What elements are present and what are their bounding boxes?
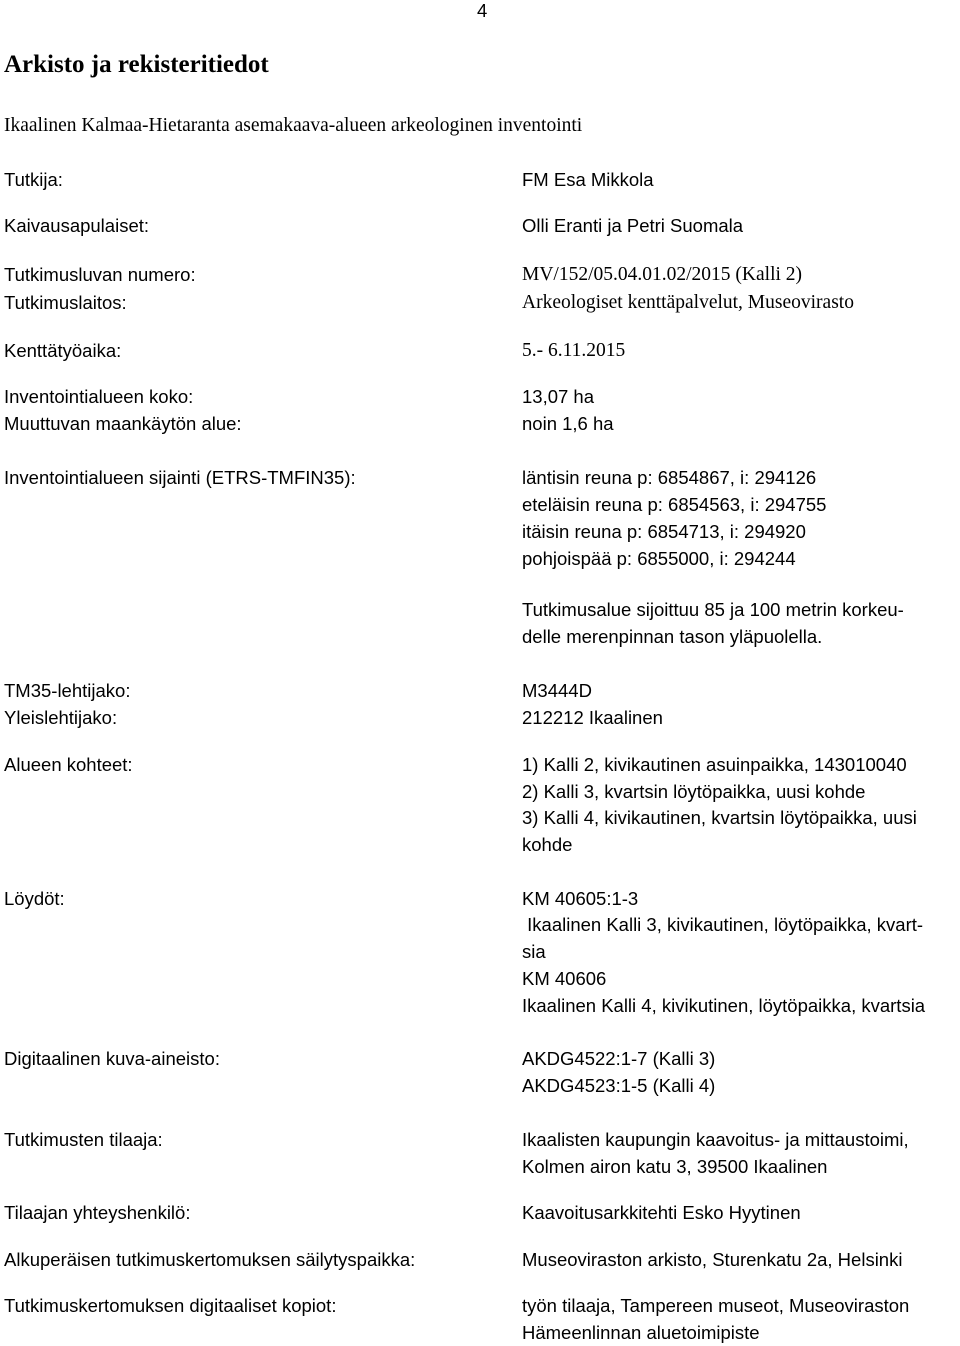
kuva-aineisto-label: Digitaalinen kuva-aineisto: — [4, 1048, 220, 1069]
loydot-line: KM 40606 — [522, 968, 607, 989]
alueen-kohteet-label: Alueen kohteet: — [4, 754, 133, 775]
kuva-aineisto-line: AKDG4523:1-5 (Kalli 4) — [522, 1075, 716, 1096]
alueen-kohteet-line: kohde — [522, 834, 573, 855]
page-heading: Arkisto ja rekisteritiedot — [4, 51, 269, 78]
alueen-kohteet-line: 3) Kalli 4, kivikautinen, kvartsin löytöpaikka, uusi — [522, 807, 917, 828]
kaivausapulaiset-value: Olli Eranti ja Petri Suomala — [522, 215, 744, 236]
digitaaliset-kopiot-line: työn tilaaja, Tampereen museot, Museoviraston — [522, 1295, 910, 1316]
tilaaja-line: Kolmen airon katu 3, 39500 Ikaalinen — [522, 1156, 828, 1177]
sijainti-line: eteläisin reuna p: 6854563, i: 294755 — [522, 494, 827, 515]
loydot-line: KM 40605:1-3 — [522, 888, 639, 909]
tutkimuslaitos-label: Tutkimuslaitos: — [4, 292, 127, 313]
korkeus-note-line: Tutkimusalue sijoittuu 85 ja 100 metrin korkeu- — [522, 599, 904, 620]
loydot-line: Ikaalinen Kalli 3, kivikautinen, löytöpaikka, kvart- — [522, 914, 924, 935]
sailytyspaikka-label: Alkuperäisen tutkimuskertomuksen säilytyspaikka: — [4, 1249, 416, 1270]
kaivausapulaiset-label: Kaivausapulaiset: — [4, 215, 150, 236]
sijainti-line: itäisin reuna p: 6854713, i: 294920 — [522, 521, 806, 542]
tilaaja-line: Ikaalisten kaupungin kaavoitus- ja mittaustoimi, — [522, 1129, 909, 1150]
inventointialueen-koko-value: 13,07 ha — [522, 386, 595, 407]
kenttatyoaika-label: Kenttätyöaika: — [4, 340, 122, 361]
tutkimuslaitos-value: Arkeologiset kenttäpalvelut, Museovirasto — [522, 292, 854, 313]
yhteyshenkilo-label: Tilaajan yhteyshenkilö: — [4, 1202, 191, 1223]
alueen-kohteet-line: 1) Kalli 2, kivikautinen asuinpaikka, 143010040 — [522, 754, 907, 775]
korkeus-note-line: delle merenpinnan tason yläpuolella. — [522, 626, 823, 647]
kenttatyoaika-value: 5.- 6.11.2015 — [522, 340, 626, 361]
loydot-line: sia — [522, 941, 546, 962]
sailytyspaikka-value: Museoviraston arkisto, Sturenkatu 2a, Helsinki — [522, 1249, 903, 1270]
document-subtitle: Ikaalinen Kalmaa-Hietaranta asemakaava-alueen arkeologinen inventointi — [4, 115, 583, 136]
yhteyshenkilo-value: Kaavoitusarkkitehti Esko Hyytinen — [522, 1202, 801, 1223]
inventointialueen-koko-label: Inventointialueen koko: — [4, 386, 194, 407]
sijainti-line: läntisin reuna p: 6854867, i: 294126 — [522, 467, 817, 488]
tilaaja-label: Tutkimusten tilaaja: — [4, 1129, 163, 1150]
tutkimusluvan-numero-value: MV/152/05.04.01.02/2015 (Kalli 2) — [522, 264, 803, 285]
sijainti-label: Inventointialueen sijainti (ETRS-TMFIN35): — [4, 467, 356, 488]
digitaaliset-kopiot-line: Hämeenlinnan aluetoimipiste — [522, 1322, 760, 1343]
tutkimusluvan-numero-label: Tutkimusluvan numero: — [4, 264, 196, 285]
kuva-aineisto-line: AKDG4522:1-7 (Kalli 3) — [522, 1048, 716, 1069]
loydot-label: Löydöt: — [4, 888, 65, 909]
yleislehtijako-label: Yleislehtijako: — [4, 707, 118, 728]
tm35-lehtijako-label: TM35-lehtijako: — [4, 680, 131, 701]
tm35-lehtijako-value: M3444D — [522, 680, 592, 701]
loydot-line: Ikaalinen Kalli 4, kivikutinen, löytöpaikka, kvartsia — [522, 995, 926, 1016]
yleislehtijako-value: 212212 Ikaalinen — [522, 707, 663, 728]
alueen-kohteet-line: 2) Kalli 3, kvartsin löytöpaikka, uusi kohde — [522, 781, 866, 802]
tutkija-label: Tutkija: — [4, 169, 63, 190]
page-number: 4 — [477, 0, 488, 21]
sijainti-line: pohjoispää p: 6855000, i: 294244 — [522, 548, 796, 569]
muuttuvan-maankayton-label: Muuttuvan maankäytön alue: — [4, 413, 242, 434]
muuttuvan-maankayton-value: noin 1,6 ha — [522, 413, 614, 434]
tutkija-value: FM Esa Mikkola — [522, 169, 654, 190]
digitaaliset-kopiot-label: Tutkimuskertomuksen digitaaliset kopiot: — [4, 1295, 337, 1316]
